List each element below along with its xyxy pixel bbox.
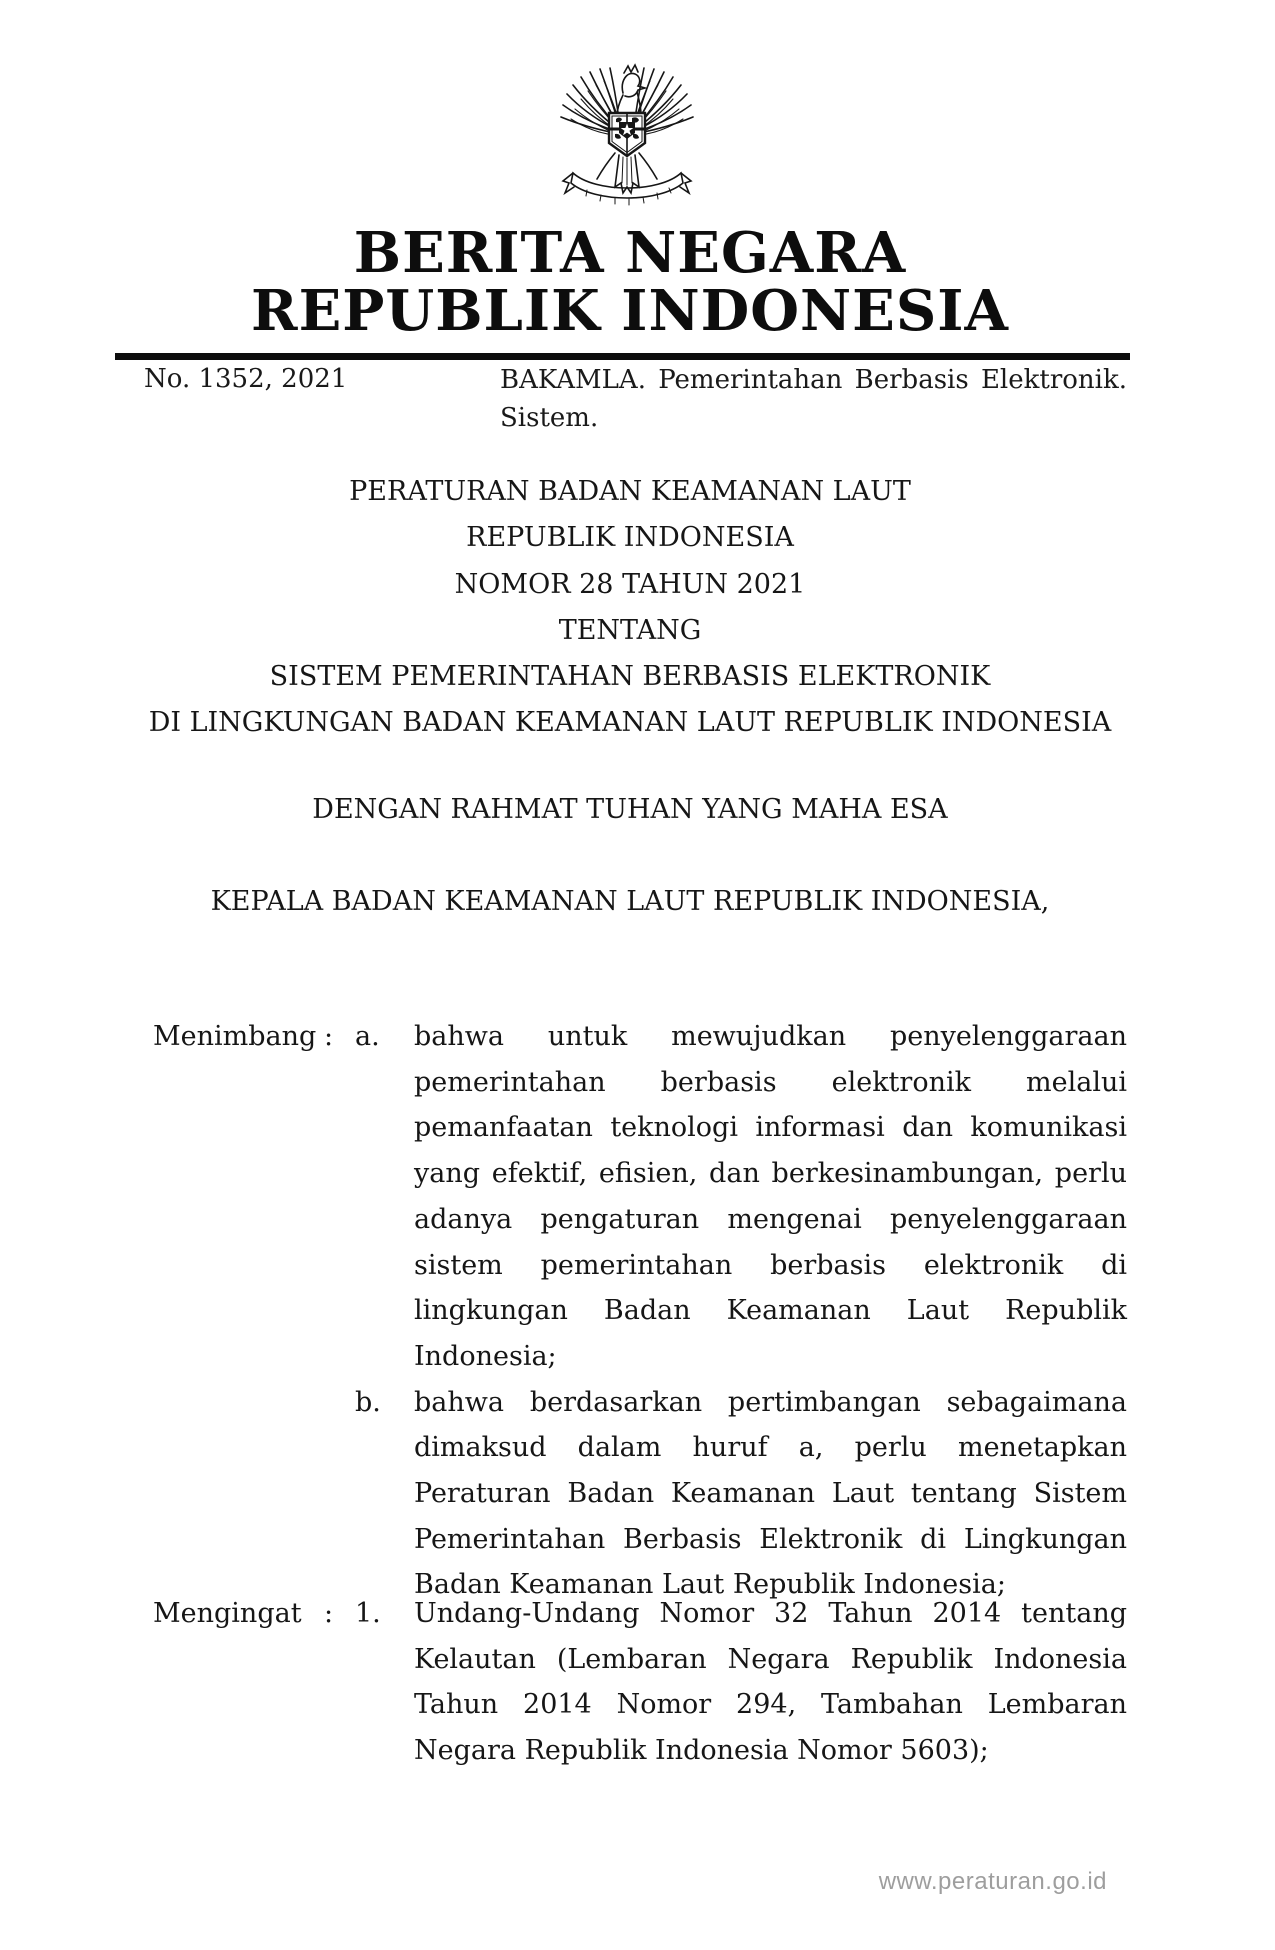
consideration-item (355, 1014, 1127, 1380)
title-line: SISTEM PEMERINTAHAN BERBASIS ELEKTRONIK (269, 661, 991, 693)
garuda-pancasila-emblem (557, 60, 697, 212)
considerations-label: Menimbang (153, 1021, 317, 1052)
masthead-rule (115, 353, 1130, 360)
masthead-title (115, 220, 1145, 344)
legal-basis-colon: : (324, 1598, 334, 1629)
title-line: PERATURAN BADAN KEAMANAN LAUT (349, 476, 911, 507)
title-line: TENTANG (558, 614, 702, 646)
considerations-section (153, 1014, 1127, 1608)
issuing-official-line: KEPALA BADAN KEAMANAN LAUT REPUBLIK INDONESIA, (210, 886, 1050, 917)
title-line: NOMOR 28 TAHUN 2021 (454, 568, 806, 600)
item-marker: 1. (355, 1598, 381, 1629)
title-line: DI LINGKUNGAN BADAN KEAMANAN LAUT REPUBLIK INDONESIA (148, 707, 1112, 739)
invocation-line: DENGAN RAHMAT TUHAN YANG MAHA ESA (312, 794, 948, 825)
regulation-title-block (115, 469, 1145, 747)
considerations-colon: : (324, 1021, 334, 1052)
item-text: Undang-Undang Nomor 32 Tahun 2014 tentang Kelautan (Lembaran Negara Republik Indonesia Tahun 2014 Nomor 294, Tambahan Lembaran Negara Republik Indonesia Nomor 5603); (414, 1598, 1127, 1767)
masthead-title-line2: REPUBLIK INDONESIA (251, 278, 1009, 344)
legal-basis-item (355, 1591, 1127, 1774)
subject-classification: BAKAMLA. Pemerintahan Berbasis Elektronik. Sistem. (500, 365, 1127, 433)
item-text: bahwa berdasarkan pertimbangan sebagaimana dimaksud dalam huruf a, perlu menetapkan Peraturan Badan Keamanan Laut tentang Sistem Pemerintahan Berbasis Elektronik di Lingkungan Badan Keamanan Laut Republik Indonesia; (414, 1386, 1127, 1601)
title-line: REPUBLIK INDONESIA (466, 522, 794, 554)
item-marker: a. (355, 1021, 380, 1052)
legal-basis-section (153, 1591, 1127, 1774)
masthead-title-line1: BERITA NEGARA (353, 220, 907, 286)
consideration-item (355, 1380, 1127, 1609)
issue-number: No. 1352, 2021 (144, 364, 348, 394)
item-text: bahwa untuk mewujudkan penyelenggaraan pemerintahan berbasis elektronik melalui pemanfaatan teknologi informasi dan komunikasi yang efektif, efisien, dan berkesinambungan, perlu adanya pengaturan mengenai penyelenggaraan sistem pemerintahan berbasis elektronik di lingkungan Badan Keamanan Laut Republik Indonesia; (414, 1021, 1127, 1372)
item-marker: b. (355, 1386, 381, 1418)
source-url: www.peraturan.go.id (878, 1868, 1107, 1895)
legal-basis-label: Mengingat (153, 1598, 302, 1629)
